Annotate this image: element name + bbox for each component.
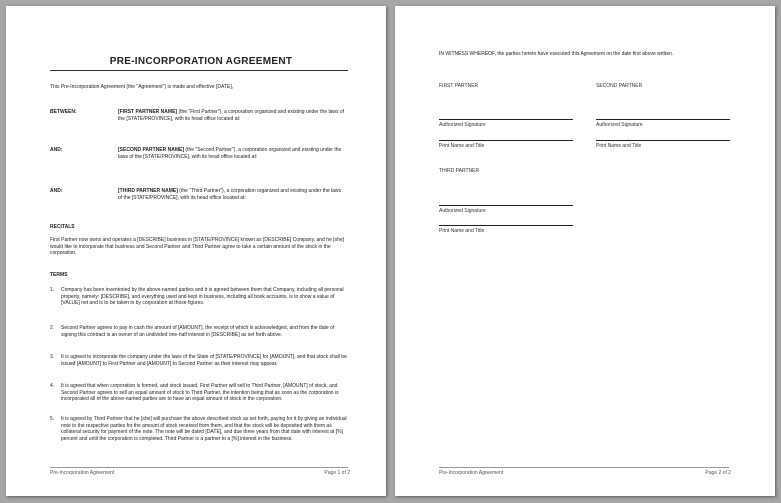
- first-partner-name-line: [439, 140, 573, 141]
- third-partner-name-caption: Print Name and Title: [439, 228, 485, 234]
- party-description: (the "Third Partner"), a corporation organized and existing under the laws of the [STATE/PROVINCE], with its head office located at:: [118, 188, 341, 201]
- footer-divider: [439, 467, 729, 468]
- terms-heading: TERMS: [50, 272, 68, 278]
- second-partner-heading: SECOND PARTNER: [596, 83, 643, 89]
- term-text: It is agreed by Third Partner that he [she] will purchase the above described stock as set forth, paying for it by giving an individual note to the respective parties for the amount of stock received from them, and that the stock will be deposited with them as collateral security for payment of the note. The note will be dated [DATE], and due three years from that date with interest at [%] percent and until the corporation is completed. Third Partner is a partner to a [%] interest in the business.: [61, 416, 347, 442]
- document-page-2: [395, 6, 775, 496]
- document-title: PRE-INCORPORATION AGREEMENT: [109, 56, 293, 67]
- term-text: It is agreed to incorporate the company under the laws of the State of [STATE/PROVINCE] for [AMOUNT], and that stock shall be issued [AMOUNT] to First Partner and [AMOUNT] to Second Partner as their interest may appear.: [61, 354, 347, 367]
- second-partner-name-line: [596, 140, 730, 141]
- recitals-heading: RECITALS: [50, 224, 75, 230]
- first-partner-heading: FIRST PARTNER: [439, 83, 479, 89]
- second-partner-name-caption: Print Name and Title: [596, 143, 642, 149]
- footer-document-name: Pre-Incorporation Agreement: [50, 470, 115, 476]
- term-number: 4.: [50, 383, 55, 389]
- intro-paragraph: This Pre-Incorporation Agreement (the "Agreement") is made and effective [DATE],: [50, 84, 234, 90]
- party-text: [118, 188, 346, 201]
- third-partner-heading: THIRD PARTNER: [439, 168, 480, 174]
- footer-document-name: Pre-Incorporation Agreement: [439, 470, 504, 476]
- term-text: Second Partner agrees to pay in cash the amount of [AMOUNT], the receipt of which is acknowledged, and from the date of signing this contract is an owner of an undivided one-half interest in [DESCRIBE] as set forth above.: [61, 325, 335, 338]
- party-name: [THIRD PARTNER NAME]: [118, 188, 178, 194]
- second-partner-signature-line: [596, 119, 730, 120]
- term-number: 1.: [50, 287, 55, 293]
- term-number: 5.: [50, 416, 55, 422]
- first-partner-signature-line: [439, 119, 573, 120]
- footer-divider: [50, 467, 348, 468]
- third-partner-name-line: [439, 225, 573, 226]
- witness-paragraph: IN WITNESS WHEREOF, the parties hereto have executed this Agreement on the date first above written.: [439, 51, 674, 57]
- term-text: It is agreed that when corporation is formed, and stock issued, First Partner will sell to Third Partner, [AMOUNT] of stock, and Second Partner agrees to sell an equal amount of stock to Third Partner, the intention being that as soon as the corporation is incorporated all of the above-named parties are to have an equal amount of stock in the corporation.: [61, 383, 339, 402]
- title-divider: [50, 70, 348, 71]
- second-partner-signature-caption: Authorized Signature: [596, 122, 643, 128]
- term-number: 2.: [50, 325, 55, 331]
- term-text: Company has been inventoried by the above-named parties and it is agreed between them that Company, including all personal property, namely: [DESCRIBE], and everything used and kept in business, including all book accounts, is to show a value of [VALUE] net and is to be taken in by corporation at those figures.: [61, 287, 344, 306]
- party-description: (the "First Partner"), a corporation organized and existing under the laws of the [STATE/PROVINCE], with its head office located at:: [118, 109, 345, 122]
- party-name: [SECOND PARTNER NAME]: [118, 147, 185, 153]
- recitals-paragraph: First Partner now owns and operates a [DESCRIBE] business in [STATE/PROVINCE] known as [DESCRIBE] Company, and he [she] would like to incorporate that business and Second Partner and Third Partner agree to take a certain amount of the stock in the corporation.: [50, 237, 345, 256]
- footer-page-number: Page 1 of 2: [324, 470, 350, 476]
- party-name: [FIRST PARTNER NAME]: [118, 109, 178, 115]
- third-partner-signature-line: [439, 205, 573, 206]
- party-label: AND:: [50, 147, 63, 153]
- footer-page-number: Page 2 of 2: [705, 470, 731, 476]
- party-description: (the "Second Partner"), a corporation organized and existing under the laws of the [STATE/PROVINCE], with its head office located at:: [118, 147, 342, 160]
- first-partner-signature-caption: Authorized Signature: [439, 122, 486, 128]
- party-text: [118, 109, 346, 122]
- term-number: 3.: [50, 354, 55, 360]
- party-text: [118, 147, 346, 160]
- document-page-1: [6, 6, 386, 496]
- third-partner-signature-caption: Authorized Signature: [439, 208, 486, 214]
- party-label: BETWEEN:: [50, 109, 77, 115]
- first-partner-name-caption: Print Name and Title: [439, 143, 485, 149]
- party-label: AND:: [50, 188, 63, 194]
